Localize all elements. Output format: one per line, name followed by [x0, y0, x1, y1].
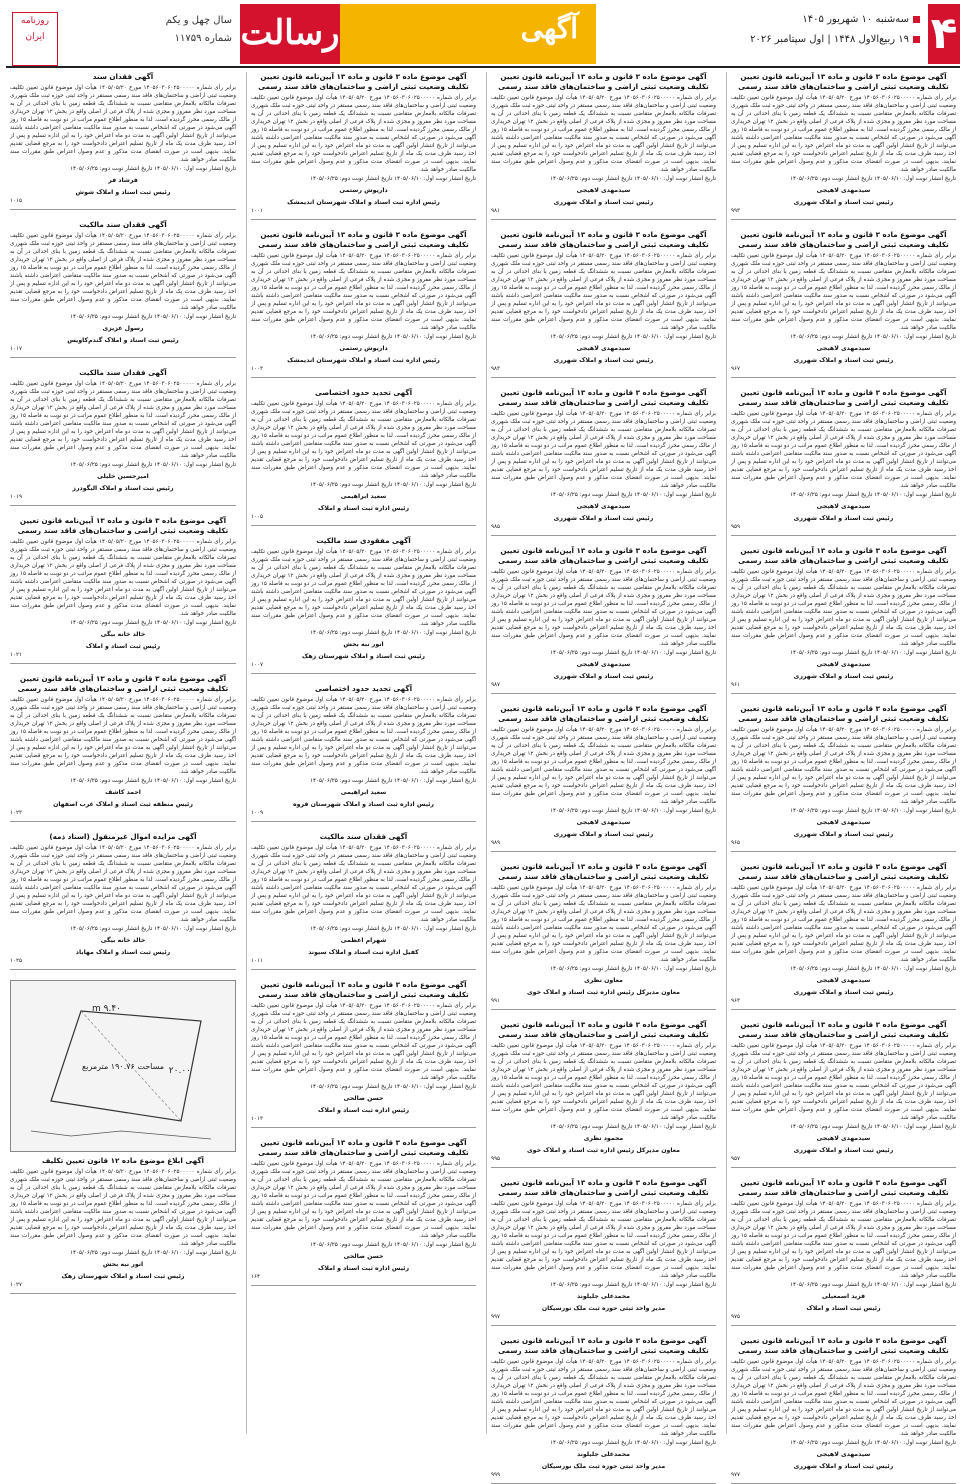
- notice-signer: انور نبه بحش: [102, 1261, 144, 1268]
- notice-divider: [251, 969, 476, 970]
- notice-code: ۱۶۴: [251, 1274, 261, 1280]
- masthead-left: [6, 4, 328, 64]
- notice-signer: حسن صالحی: [343, 1095, 384, 1102]
- notice-office: رئیس ثبت اسناد و املاک شهرری: [793, 1147, 894, 1154]
- notice-publication-dates: تاریخ انتشار نوبت اول: ۱۴۰۵/۰۶/۱۰ تاریخ انتشار نوبت دوم: ۱۴۰۵/۰۶/۲۵: [309, 482, 476, 488]
- notice-publication-dates: تاریخ انتشار نوبت اول: ۱۴۰۵/۰۶/۱۰ تاریخ انتشار نوبت دوم: ۱۴۰۵/۰۶/۲۵: [69, 314, 236, 320]
- notice-title: آگهی فقدان سند مالکیت: [319, 832, 408, 841]
- notice-title: آگهی موضوع ماده ۳ قانون و ماده ۱۳ آیین‌نامه قانون تعیین تکلیف وضعیت ثبتی اراضی و ساختمان‌های فاقد سند رسمی: [17, 516, 229, 535]
- notice-block: [10, 832, 236, 970]
- notice-body: برابر رأی شماره ۱۴۰۵۶۰۳۰۶۰۲۵۰۰۰۰۰ مورخ ۱۴۰۵/۰۵/۲۰ هیأت اول موضوع قانون تعیین تکلیف وضعیت ثبتی اراضی و ساختمان‌های فاقد سند رسمی مستقر در واحد ثبتی حوزه ثبت ملک شهرری تصرفات مالکانه بلامعارض متقاضی نسبت به ششدانگ یک قطعه زمین با بنای احداثی در آن به مساحت مورد نظر مفروز و مجزی شده از پلاک فرعی از اصلی واقع در بخش ۱۲ تهران خریداری از مالک رسمی محرز گردیده است. لذا به منظور اطلاع عموم مراتب در دو نوبت به فاصله ۱۵ روز آگهی می‌شود در صورتی که اشخاص نسبت به صدور سند مالکیت متقاضی اعتراضی داشته باشند می‌توانند از تاریخ انتشار اولین آگهی به مدت دو ماه اعتراض خود را به این اداره تسلیم و پس از اخذ رسید ظرف مدت یک ماه از تاریخ تسلیم اعتراض دادخواست خود را به مرجع قضایی تقدیم نمایند. بدیهی است در صورت انقضای مدت مذکور و عدم وصول اعتراض طبق مقررات سند مالکیت صادر خواهد شد.: [10, 539, 236, 617]
- notice-signer: سیدمهدی لاهیجی: [576, 819, 631, 826]
- notice-title: آگهی موضوع ماده ۳ قانون و ماده ۱۳ آیین‌نامه قانون تعیین تکلیف وضعیت ثبتی اراضی و ساختمان‌های فاقد سند رسمی: [498, 1178, 709, 1197]
- notice-block: [10, 1156, 236, 1294]
- notice-block: [731, 546, 956, 694]
- notice-code: ۱۰۲۳: [10, 810, 23, 816]
- notice-divider: [251, 673, 476, 674]
- notice-publication-dates: تاریخ انتشار نوبت اول: ۱۴۰۵/۰۶/۱۰ تاریخ انتشار نوبت دوم: ۱۴۰۵/۰۶/۲۵: [789, 650, 956, 656]
- survey-label-side: ۲۰.۰۰: [168, 1066, 191, 1076]
- notice-code: ۹۹۳: [731, 208, 741, 214]
- section-title: آگهی: [520, 12, 578, 45]
- notice-divider: [731, 1167, 956, 1168]
- notice-office: معاون مدیرکل رئیس اداره ثبت اسناد و املاک خوی: [527, 1147, 680, 1154]
- date-line-hijri-gregorian: ۱۹ ربیع‌الاول ۱۴۴۸ | اول سپتامبر ۲۰۲۶: [600, 34, 920, 45]
- notice-block: [10, 220, 236, 358]
- notice-publication-dates: تاریخ انتشار نوبت اول: ۱۴۰۵/۰۶/۱۰ تاریخ انتشار نوبت دوم: ۱۴۰۵/۰۶/۲۵: [309, 1084, 476, 1090]
- notice-office: رئیس ثبت اسناد و املاک شهرری: [553, 515, 654, 522]
- date-line-persian: سه‌شنبه ۱۰ شهریور ۱۴۰۵: [600, 14, 920, 25]
- notice-signer: محمدعلی جلیلوند: [577, 1451, 630, 1458]
- notice-office: رئیس ثبت اسناد و املاک شهرری: [793, 989, 894, 996]
- notice-body: برابر رأی شماره ۱۴۰۵۶۰۳۰۶۰۲۵۰۰۰۰۰ مورخ ۱۴۰۵/۰۵/۲۰ هیأت اول موضوع قانون تعیین تکلیف وضعیت ثبتی اراضی و ساختمان‌های فاقد سند رسمی مستقر در واحد ثبتی حوزه ثبت ملک شهرری تصرفات مالکانه بلامعارض متقاضی نسبت به ششدانگ یک قطعه زمین با بنای احداثی در آن به مساحت مورد نظر مفروز و مجزی شده از پلاک فرعی از اصلی واقع در بخش ۱۲ تهران خریداری از مالک رسمی محرز گردیده است. لذا به منظور اطلاع عموم مراتب در دو نوبت به فاصله ۱۵ روز آگهی می‌شود در صورتی که اشخاص نسبت به صدور سند مالکیت متقاضی اعتراضی داشته باشند می‌توانند از تاریخ انتشار اولین آگهی به مدت دو ماه اعتراض خود را به این اداره تسلیم و پس از اخذ رسید ظرف مدت یک ماه از تاریخ تسلیم اعتراض دادخواست خود را به مرجع قضایی تقدیم نمایند. بدیهی است در صورت انقضای مدت مذکور و عدم وصول اعتراض طبق مقررات سند مالکیت صادر خواهد شد.: [731, 95, 956, 173]
- notice-divider: [251, 821, 476, 822]
- notice-body: برابر رأی شماره ۱۴۰۵۶۰۳۰۶۰۲۵۰۰۰۰۰ مورخ ۱۴۰۵/۰۵/۲۰ هیأت اول موضوع قانون تعیین تکلیف وضعیت ثبتی اراضی و ساختمان‌های فاقد سند رسمی مستقر در واحد ثبتی حوزه ثبت ملک شهرری تصرفات مالکانه بلامعارض متقاضی نسبت به ششدانگ یک قطعه زمین با بنای احداثی در آن به مساحت مورد نظر مفروز و مجزی شده از پلاک فرعی از اصلی واقع در بخش ۱۲ تهران خریداری از مالک رسمی محرز گردیده است. لذا به منظور اطلاع عموم مراتب در دو نوبت به فاصله ۱۵ روز آگهی می‌شود در صورتی که اشخاص نسبت به صدور سند مالکیت متقاضی اعتراضی داشته باشند می‌توانند از تاریخ انتشار اولین آگهی به مدت دو ماه اعتراض خود را به این اداره تسلیم و پس از اخذ رسید ظرف مدت یک ماه از تاریخ تسلیم اعتراض دادخواست خود را به مرجع قضایی تقدیم نمایند. بدیهی است در صورت انقضای مدت مذکور و عدم وصول اعتراض طبق مقررات سند مالکیت صادر خواهد شد.: [10, 233, 236, 311]
- notice-block: [491, 230, 716, 378]
- notice-title: آگهی موضوع ماده ۳ قانون و ماده ۱۳ آیین‌نامه قانون تعیین تکلیف وضعیت ثبتی اراضی و ساختمان‌های فاقد سند رسمی: [498, 862, 709, 881]
- notice-divider: [731, 377, 956, 378]
- notice-office: رئیس ثبت اسناد و املاک شهرری: [793, 673, 894, 680]
- notice-divider: [251, 525, 476, 526]
- notice-body: برابر رأی شماره ۱۴۰۵۶۰۳۰۶۰۲۵۰۰۰۰۰ مورخ ۱۴۰۵/۰۵/۲۰ هیأت اول موضوع قانون تعیین تکلیف وضعیت ثبتی اراضی و ساختمان‌های فاقد سند رسمی مستقر در واحد ثبتی حوزه ثبت ملک شهرری تصرفات مالکانه بلامعارض متقاضی نسبت به ششدانگ یک قطعه زمین با بنای احداثی در آن به مساحت مورد نظر مفروز و مجزی شده از پلاک فرعی از اصلی واقع در بخش ۱۲ تهران خریداری از مالک رسمی محرز گردیده است. لذا به منظور اطلاع عموم مراتب در دو نوبت به فاصله ۱۵ روز آگهی می‌شود در صورتی که اشخاص نسبت به صدور سند مالکیت متقاضی اعتراضی داشته باشند می‌توانند از تاریخ انتشار اولین آگهی به مدت دو ماه اعتراض خود را به این اداره تسلیم و پس از اخذ رسید ظرف مدت یک ماه از تاریخ تسلیم اعتراض دادخواست خود را به مرجع قضایی تقدیم نمایند. بدیهی است در صورت انقضای مدت مذکور و عدم وصول اعتراض طبق مقررات سند مالکیت صادر خواهد شد.: [491, 95, 716, 173]
- notice-divider: [731, 1009, 956, 1010]
- notice-signer: انور نبه بحش: [343, 641, 384, 648]
- notice-body: برابر رأی شماره ۱۴۰۵۶۰۳۰۶۰۲۵۰۰۰۰۰ مورخ ۱۴۰۵/۰۵/۲۰ هیأت اول موضوع قانون تعیین تکلیف وضعیت ثبتی اراضی و ساختمان‌های فاقد سند رسمی مستقر در واحد ثبتی حوزه ثبت ملک شهرری تصرفات مالکانه بلامعارض متقاضی نسبت به ششدانگ یک قطعه زمین با بنای احداثی در آن به مساحت مورد نظر مفروز و مجزی شده از پلاک فرعی از اصلی واقع در بخش ۱۲ تهران خریداری از مالک رسمی محرز گردیده است. لذا به منظور اطلاع عموم مراتب در دو نوبت به فاصله ۱۵ روز آگهی می‌شود در صورتی که اشخاص نسبت به صدور سند مالکیت متقاضی اعتراضی داشته باشند می‌توانند از تاریخ انتشار اولین آگهی به مدت دو ماه اعتراض خود را به این اداره تسلیم و پس از اخذ رسید ظرف مدت یک ماه از تاریخ تسلیم اعتراض دادخواست خود را به مرجع قضایی تقدیم نمایند. بدیهی است در صورت انقضای مدت مذکور و عدم وصول اعتراض طبق مقررات سند مالکیت صادر خواهد شد.: [491, 253, 716, 331]
- notice-title: آگهی موضوع ماده ۳ قانون و ماده ۱۳ آیین‌نامه قانون تعیین تکلیف وضعیت ثبتی اراضی و ساختمان‌های فاقد سند رسمی: [738, 1178, 949, 1197]
- notice-divider: [731, 1325, 956, 1326]
- notice-block: [251, 72, 476, 220]
- notice-columns: [6, 72, 960, 1478]
- notice-code: ۹۸۳: [491, 366, 501, 372]
- notice-divider: [491, 535, 716, 536]
- notice-body: برابر رأی شماره ۱۴۰۵۶۰۳۰۶۰۲۵۰۰۰۰۰ مورخ ۱۴۰۵/۰۵/۲۰ هیأت اول موضوع قانون تعیین تکلیف وضعیت ثبتی اراضی و ساختمان‌های فاقد سند رسمی مستقر در واحد ثبتی حوزه ثبت ملک شهرری تصرفات مالکانه بلامعارض متقاضی نسبت به ششدانگ یک قطعه زمین با بنای احداثی در آن به مساحت مورد نظر مفروز و مجزی شده از پلاک فرعی از اصلی واقع در بخش ۱۲ تهران خریداری از مالک رسمی محرز گردیده است. لذا به منظور اطلاع عموم مراتب در دو نوبت به فاصله ۱۵ روز آگهی می‌شود در صورتی که اشخاص نسبت به صدور سند مالکیت متقاضی اعتراضی داشته باشند می‌توانند از تاریخ انتشار اولین آگهی به مدت دو ماه اعتراض خود را به این اداره تسلیم و پس از اخذ رسید ظرف مدت یک ماه از تاریخ تسلیم اعتراض دادخواست خود را به مرجع قضایی تقدیم نمایند. بدیهی است در صورت انقضای مدت مذکور و عدم وصول اعتراض طبق مقررات سند مالکیت صادر خواهد شد.: [251, 401, 476, 479]
- notice-block: [491, 862, 716, 1010]
- notice-publication-dates: تاریخ انتشار نوبت اول: ۱۴۰۵/۰۶/۱۰ تاریخ انتشار نوبت دوم: ۱۴۰۵/۰۶/۲۵: [69, 166, 236, 172]
- notice-signer: داریوش رستمی: [339, 187, 388, 194]
- notice-title: آگهی تحدید حدود اختصاصی: [314, 388, 413, 397]
- notice-block: [251, 684, 476, 822]
- notice-divider: [251, 219, 476, 220]
- notice-signer: شهرام اعظمی: [340, 937, 387, 944]
- notice-signer: خالد خانه بیگی: [100, 631, 146, 638]
- notice-block: [10, 368, 236, 506]
- notice-office: رئیس ثبت اسناد و املاک مهاباد: [75, 949, 171, 956]
- notice-block: [251, 388, 476, 526]
- notice-office: معاون مدیرکل رئیس اداره ثبت اسناد و املاک خوی: [527, 989, 680, 996]
- notice-office: رئیس منطقه ثبت اسناد و املاک غرب اصفهان: [53, 801, 193, 808]
- notice-body: برابر رأی شماره ۱۴۰۵۶۰۳۰۶۰۲۵۰۰۰۰۰ مورخ ۱۴۰۵/۰۵/۲۰ هیأت اول موضوع قانون تعیین تکلیف وضعیت ثبتی اراضی و ساختمان‌های فاقد سند رسمی مستقر در واحد ثبتی حوزه ثبت ملک شهرری تصرفات مالکانه بلامعارض متقاضی نسبت به ششدانگ یک قطعه زمین با بنای احداثی در آن به مساحت مورد نظر مفروز و مجزی شده از پلاک فرعی از اصلی واقع در بخش ۱۲ تهران خریداری از مالک رسمی محرز گردیده است. لذا به منظور اطلاع عموم مراتب در دو نوبت به فاصله ۱۵ روز آگهی می‌شود در صورتی که اشخاص نسبت به صدور سند مالکیت متقاضی اعتراضی داشته باشند می‌توانند از تاریخ انتشار اولین آگهی به مدت دو ماه اعتراض خود را به این اداره تسلیم و پس از اخذ رسید ظرف مدت یک ماه از تاریخ تسلیم اعتراض دادخواست خود را به مرجع قضایی تقدیم نمایند. بدیهی است در صورت انقضای مدت مذکور و عدم وصول اعتراض طبق مقررات سند مالکیت صادر خواهد شد.: [10, 697, 236, 775]
- notice-signer: داریوش رستمی: [339, 345, 388, 352]
- notice-code: ۱۰۰۱: [251, 208, 264, 214]
- notice-office: رئیس اداره ثبت اسناد و املاک: [317, 1265, 410, 1272]
- notice-block: [491, 546, 716, 694]
- notice-signer: محمود نظری: [583, 1135, 624, 1142]
- notice-title: آگهی موضوع ماده ۳ قانون و ماده ۱۳ آیین‌نامه قانون تعیین تکلیف وضعیت ثبتی اراضی و ساختمان‌های فاقد سند رسمی: [258, 230, 469, 249]
- notice-office: رئیس ثبت اسناد و املاک شهرری: [553, 357, 654, 364]
- notice-signer: سیدمهدی لاهیجی: [816, 503, 871, 510]
- notice-code: ۹۵۹: [731, 524, 741, 530]
- notice-block: [731, 72, 956, 220]
- notice-divider: [491, 1325, 716, 1326]
- notice-title: آگهی موضوع ماده ۳ قانون و ماده ۱۳ آیین‌نامه قانون تعیین تکلیف وضعیت ثبتی اراضی و ساختمان‌های فاقد سند رسمی: [258, 980, 469, 999]
- notice-body: برابر رأی شماره ۱۴۰۵۶۰۳۰۶۰۲۵۰۰۰۰۰ مورخ ۱۴۰۵/۰۵/۲۰ هیأت اول موضوع قانون تعیین تکلیف وضعیت ثبتی اراضی و ساختمان‌های فاقد سند رسمی مستقر در واحد ثبتی حوزه ثبت ملک شهرری تصرفات مالکانه بلامعارض متقاضی نسبت به ششدانگ یک قطعه زمین با بنای احداثی در آن به مساحت مورد نظر مفروز و مجزی شده از پلاک فرعی از اصلی واقع در بخش ۱۲ تهران خریداری از مالک رسمی محرز گردیده است. لذا به منظور اطلاع عموم مراتب در دو نوبت به فاصله ۱۵ روز آگهی می‌شود در صورتی که اشخاص نسبت به صدور سند مالکیت متقاضی اعتراضی داشته باشند می‌توانند از تاریخ انتشار اولین آگهی به مدت دو ماه اعتراض خود را به این اداره تسلیم و پس از اخذ رسید ظرف مدت یک ماه از تاریخ تسلیم اعتراض دادخواست خود را به مرجع قضایی تقدیم نمایند. بدیهی است در صورت انقضای مدت مذکور و عدم وصول اعتراض طبق مقررات سند مالکیت صادر خواهد شد.: [251, 253, 476, 331]
- notice-code: ۱۰۱۷: [10, 346, 23, 352]
- notice-body: برابر رأی شماره ۱۴۰۵۶۰۳۰۶۰۲۵۰۰۰۰۰ مورخ ۱۴۰۵/۰۵/۲۰ هیأت اول موضوع قانون تعیین تکلیف وضعیت ثبتی اراضی و ساختمان‌های فاقد سند رسمی مستقر در واحد ثبتی حوزه ثبت ملک شهرری تصرفات مالکانه بلامعارض متقاضی نسبت به ششدانگ یک قطعه زمین با بنای احداثی در آن به مساحت مورد نظر مفروز و مجزی شده از پلاک فرعی از اصلی واقع در بخش ۱۲ تهران خریداری از مالک رسمی محرز گردیده است. لذا به منظور اطلاع عموم مراتب در دو نوبت به فاصله ۱۵ روز آگهی می‌شود در صورتی که اشخاص نسبت به صدور سند مالکیت متقاضی اعتراضی داشته باشند می‌توانند از تاریخ انتشار اولین آگهی به مدت دو ماه اعتراض خود را به این اداره تسلیم و پس از اخذ رسید ظرف مدت یک ماه از تاریخ تسلیم اعتراض دادخواست خود را به مرجع قضایی تقدیم نمایند. بدیهی است در صورت انقضای مدت مذکور و عدم وصول اعتراض طبق مقررات سند مالکیت صادر خواهد شد.: [731, 885, 956, 963]
- notice-body: برابر رأی شماره ۱۴۰۵۶۰۳۰۶۰۲۵۰۰۰۰۰ مورخ ۱۴۰۵/۰۵/۲۰ هیأت اول موضوع قانون تعیین تکلیف وضعیت ثبتی اراضی و ساختمان‌های فاقد سند رسمی مستقر در واحد ثبتی حوزه ثبت ملک شهرری تصرفات مالکانه بلامعارض متقاضی نسبت به ششدانگ یک قطعه زمین با بنای احداثی در آن به مساحت مورد نظر مفروز و مجزی شده از پلاک فرعی از اصلی واقع در بخش ۱۲ تهران خریداری از مالک رسمی محرز گردیده است. لذا به منظور اطلاع عموم مراتب در دو نوبت به فاصله ۱۵ روز آگهی می‌شود در صورتی که اشخاص نسبت به صدور سند مالکیت متقاضی اعتراضی داشته باشند می‌توانند از تاریخ انتشار اولین آگهی به مدت دو ماه اعتراض خود را به این اداره تسلیم و پس از اخذ رسید ظرف مدت یک ماه از تاریخ تسلیم اعتراض دادخواست خود را به مرجع قضایی تقدیم نمایند. بدیهی است در صورت انقضای مدت مذکور و عدم وصول اعتراض طبق مقررات سند مالکیت صادر خواهد شد.: [251, 697, 476, 775]
- notice-signer: سیدمهدی لاهیجی: [816, 187, 871, 194]
- notice-signer: سیدمهدی لاهیجی: [816, 1451, 871, 1458]
- notice-publication-dates: تاریخ انتشار نوبت اول: ۱۴۰۵/۰۶/۱۰ تاریخ انتشار نوبت دوم: ۱۴۰۵/۰۶/۲۵: [549, 492, 716, 498]
- notice-code: ۹۸۷: [491, 682, 501, 688]
- notice-divider: [251, 377, 476, 378]
- notice-body: برابر رأی شماره ۱۴۰۵۶۰۳۰۶۰۲۵۰۰۰۰۰ مورخ ۱۴۰۵/۰۵/۲۰ هیأت اول موضوع قانون تعیین تکلیف وضعیت ثبتی اراضی و ساختمان‌های فاقد سند رسمی مستقر در واحد ثبتی حوزه ثبت ملک شهرری تصرفات مالکانه بلامعارض متقاضی نسبت به ششدانگ یک قطعه زمین با بنای احداثی در آن به مساحت مورد نظر مفروز و مجزی شده از پلاک فرعی از اصلی واقع در بخش ۱۲ تهران خریداری از مالک رسمی محرز گردیده است. لذا به منظور اطلاع عموم مراتب در دو نوبت به فاصله ۱۵ روز آگهی می‌شود در صورتی که اشخاص نسبت به صدور سند مالکیت متقاضی اعتراضی داشته باشند می‌توانند از تاریخ انتشار اولین آگهی به مدت دو ماه اعتراض خود را به این اداره تسلیم و پس از اخذ رسید ظرف مدت یک ماه از تاریخ تسلیم اعتراض دادخواست خود را به مرجع قضایی تقدیم نمایند. بدیهی است در صورت انقضای مدت مذکور و عدم وصول اعتراض طبق مقررات سند مالکیت صادر خواهد شد.: [251, 845, 476, 923]
- notice-block: [731, 704, 956, 852]
- notice-publication-dates: تاریخ انتشار نوبت اول: ۱۴۰۵/۰۶/۱۰ تاریخ انتشار نوبت دوم: ۱۴۰۵/۰۶/۲۵: [789, 176, 956, 182]
- notice-title: آگهی موضوع ماده ۳ قانون و ماده ۱۳ آیین‌نامه قانون تعیین تکلیف وضعیت ثبتی اراضی و ساختمان‌های فاقد سند رسمی: [498, 546, 709, 565]
- notice-signer: امیرحسین خلیلی: [97, 473, 149, 480]
- notice-divider: [491, 693, 716, 694]
- notice-divider: [10, 209, 236, 210]
- notice-divider: [731, 693, 956, 694]
- notice-code: ۹۶۳: [731, 998, 741, 1004]
- notice-title: آگهی موضوع ماده ۳ قانون و ماده ۱۳ آیین‌نامه قانون تعیین تکلیف وضعیت ثبتی اراضی و ساختمان‌های فاقد سند رسمی: [738, 704, 949, 723]
- notice-block: [731, 1336, 956, 1484]
- notice-body: برابر رأی شماره ۱۴۰۵۶۰۳۰۶۰۲۵۰۰۰۰۰ مورخ ۱۴۰۵/۰۵/۲۰ هیأت اول موضوع قانون تعیین تکلیف وضعیت ثبتی اراضی و ساختمان‌های فاقد سند رسمی مستقر در واحد ثبتی حوزه ثبت ملک شهرری تصرفات مالکانه بلامعارض متقاضی نسبت به ششدانگ یک قطعه زمین با بنای احداثی در آن به مساحت مورد نظر مفروز و مجزی شده از پلاک فرعی از اصلی واقع در بخش ۱۲ تهران خریداری از مالک رسمی محرز گردیده است. لذا به منظور اطلاع عموم مراتب در دو نوبت به فاصله ۱۵ روز آگهی می‌شود در صورتی که اشخاص نسبت به صدور سند مالکیت متقاضی اعتراضی داشته باشند می‌توانند از تاریخ انتشار اولین آگهی به مدت دو ماه اعتراض خود را به این اداره تسلیم و پس از اخذ رسید ظرف مدت یک ماه از تاریخ تسلیم اعتراض دادخواست خود را به مرجع قضایی تقدیم نمایند. بدیهی است در صورت انقضای مدت مذکور و عدم وصول اعتراض طبق مقررات سند مالکیت صادر خواهد شد.: [491, 411, 716, 489]
- notice-title: آگهی موضوع ماده ۳ قانون و ماده ۱۳ آیین‌نامه قانون تعیین تکلیف وضعیت ثبتی اراضی و ساختمان‌های فاقد سند رسمی: [258, 72, 469, 91]
- notice-block: [251, 230, 476, 378]
- notice-office: رئیس ثبت اسناد و املاک الیگودرز: [72, 485, 174, 492]
- notice-code: ۱۰۰۷: [251, 662, 264, 668]
- notice-title: آگهی موضوع ماده ۳ قانون و ماده ۱۳ آیین‌نامه قانون تعیین تکلیف وضعیت ثبتی اراضی و ساختمان‌های فاقد سند رسمی: [17, 674, 229, 693]
- notice-office: رئیس ثبت اسناد و املاک شهرستان زهک: [302, 653, 425, 660]
- notice-office: رئیس ثبت اسناد و املاک شوش: [75, 189, 171, 196]
- notice-publication-dates: تاریخ انتشار نوبت اول: ۱۴۰۵/۰۶/۱۰ تاریخ انتشار نوبت دوم: ۱۴۰۵/۰۶/۲۵: [69, 778, 236, 784]
- notice-title: آگهی فقدان سند مالکیت: [79, 220, 167, 229]
- notice-code: ۱۰۲۱: [10, 652, 23, 658]
- notice-publication-dates: تاریخ انتشار نوبت اول: ۱۴۰۵/۰۶/۱۰ تاریخ انتشار نوبت دوم: ۱۴۰۵/۰۶/۲۵: [309, 926, 476, 932]
- notice-body: برابر رأی شماره ۱۴۰۵۶۰۳۰۶۰۲۵۰۰۰۰۰ مورخ ۱۴۰۵/۰۵/۲۰ هیأت اول موضوع قانون تعیین تکلیف وضعیت ثبتی اراضی و ساختمان‌های فاقد سند رسمی مستقر در واحد ثبتی حوزه ثبت ملک شهرری تصرفات مالکانه بلامعارض متقاضی نسبت به ششدانگ یک قطعه زمین با بنای احداثی در آن به مساحت مورد نظر مفروز و مجزی شده از پلاک فرعی از اصلی واقع در بخش ۱۲ تهران خریداری از مالک رسمی محرز گردیده است. لذا به منظور اطلاع عموم مراتب در دو نوبت به فاصله ۱۵ روز آگهی می‌شود در صورتی که اشخاص نسبت به صدور سند مالکیت متقاضی اعتراضی داشته باشند می‌توانند از تاریخ انتشار اولین آگهی به مدت دو ماه اعتراض خود را به این اداره تسلیم و پس از اخذ رسید ظرف مدت یک ماه از تاریخ تسلیم اعتراض دادخواست خود را به مرجع قضایی تقدیم نمایند. بدیهی است در صورت انقضای مدت مذکور و عدم وصول اعتراض طبق مقررات سند مالکیت صادر خواهد شد.: [731, 1043, 956, 1121]
- notice-title: آگهی موضوع ماده ۳ قانون و ماده ۱۳ آیین‌نامه قانون تعیین تکلیف وضعیت ثبتی اراضی و ساختمان‌های فاقد سند رسمی: [738, 862, 949, 881]
- notice-office: رئیس اداره ثبت اسناد و املاک: [317, 1107, 410, 1114]
- notice-divider: [251, 1127, 476, 1128]
- notice-divider: [491, 377, 716, 378]
- notice-signer: معاون نظری: [584, 977, 623, 984]
- notice-title: آگهی موضوع ماده ۳ قانون و ماده ۱۳ آیین‌نامه قانون تعیین تکلیف وضعیت ثبتی اراضی و ساختمان‌های فاقد سند رسمی: [738, 72, 949, 91]
- notice-title: آگهی مفقودی سند مالکیت: [316, 536, 411, 545]
- notice-block: [491, 1336, 716, 1484]
- notice-code: ۱۰۱۳: [251, 1116, 264, 1122]
- notice-divider: [491, 1009, 716, 1010]
- newspaper-stamp: روزنامه ایران: [12, 12, 58, 66]
- notice-publication-dates: تاریخ انتشار نوبت اول: ۱۴۰۵/۰۶/۱۰ تاریخ انتشار نوبت دوم: ۱۴۰۵/۰۶/۲۵: [69, 926, 236, 932]
- notice-title: آگهی تحدید حدود اختصاصی: [314, 684, 413, 693]
- survey-label-center: مساحت ۱۹۰.۷۶ مترمربع: [81, 1062, 165, 1071]
- notice-block: [731, 1020, 956, 1168]
- column-1: [726, 72, 960, 1478]
- notice-code: ۱۰۱۵: [10, 198, 23, 204]
- notice-body: برابر رأی شماره ۱۴۰۵۶۰۳۰۶۰۲۵۰۰۰۰۰ مورخ ۱۴۰۵/۰۵/۲۰ هیأت اول موضوع قانون تعیین تکلیف وضعیت ثبتی اراضی و ساختمان‌های فاقد سند رسمی مستقر در واحد ثبتی حوزه ثبت ملک شهرری تصرفات مالکانه بلامعارض متقاضی نسبت به ششدانگ یک قطعه زمین با بنای احداثی در آن به مساحت مورد نظر مفروز و مجزی شده از پلاک فرعی از اصلی واقع در بخش ۱۲ تهران خریداری از مالک رسمی محرز گردیده است. لذا به منظور اطلاع عموم مراتب در دو نوبت به فاصله ۱۵ روز آگهی می‌شود در صورتی که اشخاص نسبت به صدور سند مالکیت متقاضی اعتراضی داشته باشند می‌توانند از تاریخ انتشار اولین آگهی به مدت دو ماه اعتراض خود را به این اداره تسلیم و پس از اخذ رسید ظرف مدت یک ماه از تاریخ تسلیم اعتراض دادخواست خود را به مرجع قضایی تقدیم نمایند. بدیهی است در صورت انقضای مدت مذکور و عدم وصول اعتراض طبق مقررات سند مالکیت صادر خواهد شد.: [251, 95, 476, 173]
- notice-block: [251, 536, 476, 674]
- notice-signer: فرشاد فر: [108, 177, 138, 184]
- notice-divider: [10, 357, 236, 358]
- page-number: ۴: [928, 4, 960, 64]
- notice-publication-dates: تاریخ انتشار نوبت اول: ۱۴۰۵/۰۶/۱۰ تاریخ انتشار نوبت دوم: ۱۴۰۵/۰۶/۲۵: [69, 462, 236, 468]
- notice-office: رئیس ثبت اسناد و املاک شهرری: [793, 199, 894, 206]
- notice-divider: [251, 1285, 476, 1286]
- notice-code: ۹۷۵: [731, 1314, 741, 1320]
- notice-office: رئیس ثبت اسناد و املاک شهرستان زهک: [61, 1273, 185, 1280]
- notice-publication-dates: تاریخ انتشار نوبت اول: ۱۴۰۵/۰۶/۱۰ تاریخ انتشار نوبت دوم: ۱۴۰۵/۰۶/۲۵: [549, 176, 716, 182]
- notice-office: رئیس ثبت اسناد و املاک شهرری: [793, 831, 894, 838]
- notice-publication-dates: تاریخ انتشار نوبت اول: ۱۴۰۵/۰۶/۱۰ تاریخ انتشار نوبت دوم: ۱۴۰۵/۰۶/۲۵: [309, 630, 476, 636]
- notice-title: آگهی موضوع ماده ۳ قانون و ماده ۱۳ آیین‌نامه قانون تعیین تکلیف وضعیت ثبتی اراضی و ساختمان‌های فاقد سند رسمی: [498, 1020, 709, 1039]
- notice-signer: سیدمهدی لاهیجی: [576, 503, 631, 510]
- notice-block: [731, 230, 956, 378]
- notice-title: آگهی موضوع ماده ۳ قانون و ماده ۱۳ آیین‌نامه قانون تعیین تکلیف وضعیت ثبتی اراضی و ساختمان‌های فاقد سند رسمی: [738, 1336, 949, 1355]
- notice-code: ۹۹۹: [491, 1472, 501, 1478]
- notice-publication-dates: تاریخ انتشار نوبت اول: ۱۴۰۵/۰۶/۱۰ تاریخ انتشار نوبت دوم: ۱۴۰۵/۰۶/۲۵: [789, 966, 956, 972]
- notice-code: ۱۰۱۹: [10, 494, 23, 500]
- notice-title: آگهی موضوع ماده ۳ قانون و ماده ۱۳ آیین‌نامه قانون تعیین تکلیف وضعیت ثبتی اراضی و ساختمان‌های فاقد سند رسمی: [738, 1020, 949, 1039]
- notice-body: برابر رأی شماره ۱۴۰۵۶۰۳۰۶۰۲۵۰۰۰۰۰ مورخ ۱۴۰۵/۰۵/۲۰ هیأت اول موضوع قانون تعیین تکلیف وضعیت ثبتی اراضی و ساختمان‌های فاقد سند رسمی مستقر در واحد ثبتی حوزه ثبت ملک شهرری تصرفات مالکانه بلامعارض متقاضی نسبت به ششدانگ یک قطعه زمین با بنای احداثی در آن به مساحت مورد نظر مفروز و مجزی شده از پلاک فرعی از اصلی واقع در بخش ۱۲ تهران خریداری از مالک رسمی محرز گردیده است. لذا به منظور اطلاع عموم مراتب در دو نوبت به فاصله ۱۵ روز آگهی می‌شود در صورتی که اشخاص نسبت به صدور سند مالکیت متقاضی اعتراضی داشته باشند می‌توانند از تاریخ انتشار اولین آگهی به مدت دو ماه اعتراض خود را به این اداره تسلیم و پس از اخذ رسید ظرف مدت یک ماه از تاریخ تسلیم اعتراض دادخواست خود را به مرجع قضایی تقدیم نمایند. بدیهی است در صورت انقضای مدت مذکور و عدم وصول اعتراض طبق مقررات سند مالکیت صادر خواهد شد.: [491, 569, 716, 647]
- notice-body: برابر رأی شماره ۱۴۰۵۶۰۳۰۶۰۲۵۰۰۰۰۰ مورخ ۱۴۰۵/۰۵/۲۰ هیأت اول موضوع قانون تعیین تکلیف وضعیت ثبتی اراضی و ساختمان‌های فاقد سند رسمی مستقر در واحد ثبتی حوزه ثبت ملک شهرری تصرفات مالکانه بلامعارض متقاضی نسبت به ششدانگ یک قطعه زمین با بنای احداثی در آن به مساحت مورد نظر مفروز و مجزی شده از پلاک فرعی از اصلی واقع در بخش ۱۲ تهران خریداری از مالک رسمی محرز گردیده است. لذا به منظور اطلاع عموم مراتب در دو نوبت به فاصله ۱۵ روز آگهی می‌شود در صورتی که اشخاص نسبت به صدور سند مالکیت متقاضی اعتراضی داشته باشند می‌توانند از تاریخ انتشار اولین آگهی به مدت دو ماه اعتراض خود را به این اداره تسلیم و پس از اخذ رسید ظرف مدت یک ماه از تاریخ تسلیم اعتراض دادخواست خود را به مرجع قضایی تقدیم نمایند. بدیهی است در صورت انقضای مدت مذکور و عدم وصول اعتراض طبق مقررات سند مالکیت صادر خواهد شد.: [491, 1201, 716, 1279]
- masthead-right: [598, 4, 960, 64]
- notice-block: [251, 832, 476, 970]
- notice-body: برابر رأی شماره ۱۴۰۵۶۰۳۰۶۰۲۵۰۰۰۰۰ مورخ ۱۴۰۵/۰۵/۲۰ هیأت اول موضوع قانون تعیین تکلیف وضعیت ثبتی اراضی و ساختمان‌های فاقد سند رسمی مستقر در واحد ثبتی حوزه ثبت ملک شهرری تصرفات مالکانه بلامعارض متقاضی نسبت به ششدانگ یک قطعه زمین با بنای احداثی در آن به مساحت مورد نظر مفروز و مجزی شده از پلاک فرعی از اصلی واقع در بخش ۱۲ تهران خریداری از مالک رسمی محرز گردیده است. لذا به منظور اطلاع عموم مراتب در دو نوبت به فاصله ۱۵ روز آگهی می‌شود در صورتی که اشخاص نسبت به صدور سند مالکیت متقاضی اعتراضی داشته باشند می‌توانند از تاریخ انتشار اولین آگهی به مدت دو ماه اعتراض خود را به این اداره تسلیم و پس از اخذ رسید ظرف مدت یک ماه از تاریخ تسلیم اعتراض دادخواست خود را به مرجع قضایی تقدیم نمایند. بدیهی است در صورت انقضای مدت مذکور و عدم وصول اعتراض طبق مقررات سند مالکیت صادر خواهد شد.: [731, 253, 956, 331]
- notice-code: ۹۷۷: [731, 1472, 741, 1478]
- notice-signer: سیدمهدی لاهیجی: [816, 1135, 871, 1142]
- notice-block: [491, 72, 716, 220]
- survey-label-top: ۹.۴۰ m: [91, 1004, 121, 1014]
- publication-year: سال چهل و یکم: [165, 15, 232, 26]
- notice-office: رئیس ثبت اسناد و املاک: [806, 1305, 881, 1312]
- notice-signer: فرید اسمعیلی: [821, 1293, 866, 1300]
- notice-publication-dates: تاریخ انتشار نوبت اول: ۱۴۰۵/۰۶/۱۰ تاریخ انتشار نوبت دوم: ۱۴۰۵/۰۶/۲۵: [309, 1242, 476, 1248]
- masthead: [0, 0, 966, 68]
- notice-code: ۱۰۱۱: [251, 958, 264, 964]
- notice-block: [10, 72, 236, 210]
- notice-title: آگهی فقدان سند: [92, 72, 154, 81]
- notice-body: برابر رأی شماره ۱۴۰۵۶۰۳۰۶۰۲۵۰۰۰۰۰ مورخ ۱۴۰۵/۰۵/۲۰ هیأت اول موضوع قانون تعیین تکلیف وضعیت ثبتی اراضی و ساختمان‌های فاقد سند رسمی مستقر در واحد ثبتی حوزه ثبت ملک شهرری تصرفات مالکانه بلامعارض متقاضی نسبت به ششدانگ یک قطعه زمین با بنای احداثی در آن به مساحت مورد نظر مفروز و مجزی شده از پلاک فرعی از اصلی واقع در بخش ۱۲ تهران خریداری از مالک رسمی محرز گردیده است. لذا به منظور اطلاع عموم مراتب در دو نوبت به فاصله ۱۵ روز آگهی می‌شود در صورتی که اشخاص نسبت به صدور سند مالکیت متقاضی اعتراضی داشته باشند می‌توانند از تاریخ انتشار اولین آگهی به مدت دو ماه اعتراض خود را به این اداره تسلیم و پس از اخذ رسید ظرف مدت یک ماه از تاریخ تسلیم اعتراض دادخواست خود را به مرجع قضایی تقدیم نمایند. بدیهی است در صورت انقضای مدت مذکور و عدم وصول اعتراض طبق مقررات سند مالکیت صادر خواهد شد.: [251, 549, 476, 627]
- notice-publication-dates: تاریخ انتشار نوبت اول: ۱۴۰۵/۰۶/۱۰ تاریخ انتشار نوبت دوم: ۱۴۰۵/۰۶/۲۵: [309, 176, 476, 182]
- notice-office: رئیس ثبت اسناد و املاک شهرری: [553, 673, 654, 680]
- notice-publication-dates: تاریخ انتشار نوبت اول: ۱۴۰۵/۰۶/۱۰ تاریخ انتشار نوبت دوم: ۱۴۰۵/۰۶/۲۵: [549, 1282, 716, 1288]
- notice-signer: سیدمهدی لاهیجی: [576, 345, 631, 352]
- notice-title: آگهی موضوع ماده ۳ قانون و ماده ۱۳ آیین‌نامه قانون تعیین تکلیف وضعیت ثبتی اراضی و ساختمان‌های فاقد سند رسمی: [258, 1138, 469, 1157]
- notice-publication-dates: تاریخ انتشار نوبت اول: ۱۴۰۵/۰۶/۱۰ تاریخ انتشار نوبت دوم: ۱۴۰۵/۰۶/۲۵: [69, 1250, 236, 1256]
- column-4: [6, 72, 240, 1434]
- notice-office: رئیس ثبت اسناد و املاک شهرری: [553, 831, 654, 838]
- notice-publication-dates: تاریخ انتشار نوبت اول: ۱۴۰۵/۰۶/۱۰ تاریخ انتشار نوبت دوم: ۱۴۰۵/۰۶/۲۵: [69, 620, 236, 626]
- notice-office: کفیل اداره ثبت اسناد و املاک سیوند: [308, 949, 419, 956]
- notice-publication-dates: تاریخ انتشار نوبت اول: ۱۴۰۵/۰۶/۱۰ تاریخ انتشار نوبت دوم: ۱۴۰۵/۰۶/۲۵: [549, 966, 716, 972]
- notice-office: رئیس ثبت اسناد و املاک شهرری: [793, 1463, 894, 1470]
- publication-info: [62, 12, 232, 48]
- notice-block: [731, 862, 956, 1010]
- notice-body: برابر رأی شماره ۱۴۰۵۶۰۳۰۶۰۲۵۰۰۰۰۰ مورخ ۱۴۰۵/۰۵/۲۰ هیأت اول موضوع قانون تعیین تکلیف وضعیت ثبتی اراضی و ساختمان‌های فاقد سند رسمی مستقر در واحد ثبتی حوزه ثبت ملک شهرری تصرفات مالکانه بلامعارض متقاضی نسبت به ششدانگ یک قطعه زمین با بنای احداثی در آن به مساحت مورد نظر مفروز و مجزی شده از پلاک فرعی از اصلی واقع در بخش ۱۲ تهران خریداری از مالک رسمی محرز گردیده است. لذا به منظور اطلاع عموم مراتب در دو نوبت به فاصله ۱۵ روز آگهی می‌شود در صورتی که اشخاص نسبت به صدور سند مالکیت متقاضی اعتراضی داشته باشند می‌توانند از تاریخ انتشار اولین آگهی به مدت دو ماه اعتراض خود را به این اداره تسلیم و پس از اخذ رسید ظرف مدت یک ماه از تاریخ تسلیم اعتراض دادخواست خود را به مرجع قضایی تقدیم نمایند. بدیهی است در صورت انقضای مدت مذکور و عدم وصول اعتراض طبق مقررات سند مالکیت صادر خواهد شد.: [491, 885, 716, 963]
- notice-body: برابر رأی شماره ۱۴۰۵۶۰۳۰۶۰۲۵۰۰۰۰۰ مورخ ۱۴۰۵/۰۵/۲۰ هیأت اول موضوع قانون تعیین تکلیف وضعیت ثبتی اراضی و ساختمان‌های فاقد سند رسمی مستقر در واحد ثبتی حوزه ثبت ملک شهرری تصرفات مالکانه بلامعارض متقاضی نسبت به ششدانگ یک قطعه زمین با بنای احداثی در آن به مساحت مورد نظر مفروز و مجزی شده از پلاک فرعی از اصلی واقع در بخش ۱۲ تهران خریداری از مالک رسمی محرز گردیده است. لذا به منظور اطلاع عموم مراتب در دو نوبت به فاصله ۱۵ روز آگهی می‌شود در صورتی که اشخاص نسبت به صدور سند مالکیت متقاضی اعتراضی داشته باشند می‌توانند از تاریخ انتشار اولین آگهی به مدت دو ماه اعتراض خود را به این اداره تسلیم و پس از اخذ رسید ظرف مدت یک ماه از تاریخ تسلیم اعتراض دادخواست خود را به مرجع قضایی تقدیم نمایند. بدیهی است در صورت انقضای مدت مذکور و عدم وصول اعتراض طبق مقررات سند مالکیت صادر خواهد شد.: [731, 727, 956, 805]
- notice-divider: [10, 663, 236, 664]
- notice-code: ۱۰۰۹: [251, 810, 264, 816]
- notice-title: آگهی موضوع ماده ۳ قانون و ماده ۱۳ آیین‌نامه قانون تعیین تکلیف وضعیت ثبتی اراضی و ساختمان‌های فاقد سند رسمی: [498, 388, 709, 407]
- notice-block: [491, 1020, 716, 1168]
- notice-signer: سیدمهدی لاهیجی: [816, 345, 871, 352]
- notice-body: برابر رأی شماره ۱۴۰۵۶۰۳۰۶۰۲۵۰۰۰۰۰ مورخ ۱۴۰۵/۰۵/۲۰ هیأت اول موضوع قانون تعیین تکلیف وضعیت ثبتی اراضی و ساختمان‌های فاقد سند رسمی مستقر در واحد ثبتی حوزه ثبت ملک شهرری تصرفات مالکانه بلامعارض متقاضی نسبت به ششدانگ یک قطعه زمین با بنای احداثی در آن به مساحت مورد نظر مفروز و مجزی شده از پلاک فرعی از اصلی واقع در بخش ۱۲ تهران خریداری از مالک رسمی محرز گردیده است. لذا به منظور اطلاع عموم مراتب در دو نوبت به فاصله ۱۵ روز آگهی می‌شود در صورتی که اشخاص نسبت به صدور سند مالکیت متقاضی اعتراضی داشته باشند می‌توانند از تاریخ انتشار اولین آگهی به مدت دو ماه اعتراض خود را به این اداره تسلیم و پس از اخذ رسید ظرف مدت یک ماه از تاریخ تسلیم اعتراض دادخواست خود را به مرجع قضایی تقدیم نمایند. بدیهی است در صورت انقضای مدت مذکور و عدم وصول اعتراض طبق مقررات سند مالکیت صادر خواهد شد.: [10, 85, 236, 163]
- notice-body: برابر رأی شماره ۱۴۰۵۶۰۳۰۶۰۲۵۰۰۰۰۰ مورخ ۱۴۰۵/۰۵/۲۰ هیأت اول موضوع قانون تعیین تکلیف وضعیت ثبتی اراضی و ساختمان‌های فاقد سند رسمی مستقر در واحد ثبتی حوزه ثبت ملک شهرری تصرفات مالکانه بلامعارض متقاضی نسبت به ششدانگ یک قطعه زمین با بنای احداثی در آن به مساحت مورد نظر مفروز و مجزی شده از پلاک فرعی از اصلی واقع در بخش ۱۲ تهران خریداری از مالک رسمی محرز گردیده است. لذا به منظور اطلاع عموم مراتب در دو نوبت به فاصله ۱۵ روز آگهی می‌شود در صورتی که اشخاص نسبت به صدور سند مالکیت متقاضی اعتراضی داشته باشند می‌توانند از تاریخ انتشار اولین آگهی به مدت دو ماه اعتراض خود را به این اداره تسلیم و پس از اخذ رسید ظرف مدت یک ماه از تاریخ تسلیم اعتراض دادخواست خود را به مرجع قضایی تقدیم نمایند. بدیهی است در صورت انقضای مدت مذکور و عدم وصول اعتراض طبق مقررات سند مالکیت صادر خواهد شد.: [251, 1003, 476, 1081]
- notice-publication-dates: تاریخ انتشار نوبت اول: ۱۴۰۵/۰۶/۱۰ تاریخ انتشار نوبت دوم: ۱۴۰۵/۰۶/۲۵: [549, 334, 716, 340]
- column-3: [246, 72, 480, 1434]
- masthead-divider: [6, 66, 960, 68]
- notice-publication-dates: تاریخ انتشار نوبت اول: ۱۴۰۵/۰۶/۱۰ تاریخ انتشار نوبت دوم: ۱۴۰۵/۰۶/۲۵: [549, 808, 716, 814]
- notice-block: [491, 1178, 716, 1326]
- publication-number: شماره ۱۱۷۵۹: [174, 33, 232, 44]
- notice-divider: [10, 1293, 236, 1294]
- notice-office: رئیس اداره ثبت اسناد و املاک شهرستان اندیمشک: [287, 357, 440, 364]
- notice-body: برابر رأی شماره ۱۴۰۵۶۰۳۰۶۰۲۵۰۰۰۰۰ مورخ ۱۴۰۵/۰۵/۲۰ هیأت اول موضوع قانون تعیین تکلیف وضعیت ثبتی اراضی و ساختمان‌های فاقد سند رسمی مستقر در واحد ثبتی حوزه ثبت ملک شهرری تصرفات مالکانه بلامعارض متقاضی نسبت به ششدانگ یک قطعه زمین با بنای احداثی در آن به مساحت مورد نظر مفروز و مجزی شده از پلاک فرعی از اصلی واقع در بخش ۱۲ تهران خریداری از مالک رسمی محرز گردیده است. لذا به منظور اطلاع عموم مراتب در دو نوبت به فاصله ۱۵ روز آگهی می‌شود در صورتی که اشخاص نسبت به صدور سند مالکیت متقاضی اعتراضی داشته باشند می‌توانند از تاریخ انتشار اولین آگهی به مدت دو ماه اعتراض خود را به این اداره تسلیم و پس از اخذ رسید ظرف مدت یک ماه از تاریخ تسلیم اعتراض دادخواست خود را به مرجع قضایی تقدیم نمایند. بدیهی است در صورت انقضای مدت مذکور و عدم وصول اعتراض طبق مقررات سند مالکیت صادر خواهد شد.: [731, 411, 956, 489]
- notice-title: آگهی موضوع ماده ۳ قانون و ماده ۱۳ آیین‌نامه قانون تعیین تکلیف وضعیت ثبتی اراضی و ساختمان‌های فاقد سند رسمی: [498, 230, 709, 249]
- notice-signer: سیدمهدی لاهیجی: [576, 661, 631, 668]
- notice-code: ۹۶۱: [731, 682, 741, 688]
- notice-body: برابر رأی شماره ۱۴۰۵۶۰۳۰۶۰۲۵۰۰۰۰۰ مورخ ۱۴۰۵/۰۵/۲۰ هیأت اول موضوع قانون تعیین تکلیف وضعیت ثبتی اراضی و ساختمان‌های فاقد سند رسمی مستقر در واحد ثبتی حوزه ثبت ملک شهرری تصرفات مالکانه بلامعارض متقاضی نسبت به ششدانگ یک قطعه زمین با بنای احداثی در آن به مساحت مورد نظر مفروز و مجزی شده از پلاک فرعی از اصلی واقع در بخش ۱۲ تهران خریداری از مالک رسمی محرز گردیده است. لذا به منظور اطلاع عموم مراتب در دو نوبت به فاصله ۱۵ روز آگهی می‌شود در صورتی که اشخاص نسبت به صدور سند مالکیت متقاضی اعتراضی داشته باشند می‌توانند از تاریخ انتشار اولین آگهی به مدت دو ماه اعتراض خود را به این اداره تسلیم و پس از اخذ رسید ظرف مدت یک ماه از تاریخ تسلیم اعتراض دادخواست خود را به مرجع قضایی تقدیم نمایند. بدیهی است در صورت انقضای مدت مذکور و عدم وصول اعتراض طبق مقررات سند مالکیت صادر خواهد شد.: [491, 1043, 716, 1121]
- notice-signer: سیدمهدی لاهیجی: [816, 819, 871, 826]
- notice-signer: سیدمهدی لاهیجی: [816, 661, 871, 668]
- notice-office: رئیس ثبت اسناد و املاک شهرری: [793, 515, 894, 522]
- column-2: [486, 72, 720, 1478]
- notice-publication-dates: تاریخ انتشار نوبت اول: ۱۴۰۵/۰۶/۱۰ تاریخ انتشار نوبت دوم: ۱۴۰۵/۰۶/۲۵: [789, 1440, 956, 1446]
- survey-map-image: [10, 980, 236, 1152]
- notice-office: مدیر واحد ثبتی حوزه ثبت ملک نورسیکان: [541, 1463, 666, 1470]
- notice-code: ۹۹۱: [491, 998, 501, 1004]
- notice-body: برابر رأی شماره ۱۴۰۵۶۰۳۰۶۰۲۵۰۰۰۰۰ مورخ ۱۴۰۵/۰۵/۲۰ هیأت اول موضوع قانون تعیین تکلیف وضعیت ثبتی اراضی و ساختمان‌های فاقد سند رسمی مستقر در واحد ثبتی حوزه ثبت ملک شهرری تصرفات مالکانه بلامعارض متقاضی نسبت به ششدانگ یک قطعه زمین با بنای احداثی در آن به مساحت مورد نظر مفروز و مجزی شده از پلاک فرعی از اصلی واقع در بخش ۱۲ تهران خریداری از مالک رسمی محرز گردیده است. لذا به منظور اطلاع عموم مراتب در دو نوبت به فاصله ۱۵ روز آگهی می‌شود در صورتی که اشخاص نسبت به صدور سند مالکیت متقاضی اعتراضی داشته باشند می‌توانند از تاریخ انتشار اولین آگهی به مدت دو ماه اعتراض خود را به این اداره تسلیم و پس از اخذ رسید ظرف مدت یک ماه از تاریخ تسلیم اعتراض دادخواست خود را به مرجع قضایی تقدیم نمایند. بدیهی است در صورت انقضای مدت مذکور و عدم وصول اعتراض طبق مقررات سند مالکیت صادر خواهد شد.: [731, 1359, 956, 1437]
- notice-publication-dates: تاریخ انتشار نوبت اول: ۱۴۰۵/۰۶/۱۰ تاریخ انتشار نوبت دوم: ۱۴۰۵/۰۶/۲۵: [789, 334, 956, 340]
- notice-signer: رسول عزیزی: [102, 325, 144, 332]
- notice-block: [491, 388, 716, 536]
- notice-code: ۱۰۰۵: [251, 514, 264, 520]
- notice-publication-dates: تاریخ انتشار نوبت اول: ۱۴۰۵/۰۶/۱۰ تاریخ انتشار نوبت دوم: ۱۴۰۵/۰۶/۲۵: [549, 1124, 716, 1130]
- notice-title: آگهی موضوع ماده ۳ قانون و ماده ۱۳ آیین‌نامه قانون تعیین تکلیف وضعیت ثبتی اراضی و ساختمان‌های فاقد سند رسمی: [498, 1336, 709, 1355]
- notice-title: آگهی موضوع ماده ۳ قانون و ماده ۱۳ آیین‌نامه قانون تعیین تکلیف وضعیت ثبتی اراضی و ساختمان‌های فاقد سند رسمی: [738, 546, 949, 565]
- notice-divider: [491, 851, 716, 852]
- notice-block: [10, 674, 236, 822]
- notice-publication-dates: تاریخ انتشار نوبت اول: ۱۴۰۵/۰۶/۱۰ تاریخ انتشار نوبت دوم: ۱۴۰۵/۰۶/۲۵: [549, 650, 716, 656]
- notice-title: آگهی موضوع ماده ۳ قانون و ماده ۱۳ آیین‌نامه قانون تعیین تکلیف وضعیت ثبتی اراضی و ساختمان‌های فاقد سند رسمی: [738, 230, 949, 249]
- notice-signer: سعید ابراهیمی: [340, 493, 387, 500]
- notice-divider: [10, 505, 236, 506]
- notice-signer: سیدمهدی لاهیجی: [816, 977, 871, 984]
- notice-title: آگهی مزایده اموال غیرمنقول (اسناد ذمه): [49, 832, 197, 841]
- notice-code: ۹۸۹: [491, 840, 501, 846]
- notice-body: برابر رأی شماره ۱۴۰۵۶۰۳۰۶۰۲۵۰۰۰۰۰ مورخ ۱۴۰۵/۰۵/۲۰ هیأت اول موضوع قانون تعیین تکلیف وضعیت ثبتی اراضی و ساختمان‌های فاقد سند رسمی مستقر در واحد ثبتی حوزه ثبت ملک شهرری تصرفات مالکانه بلامعارض متقاضی نسبت به ششدانگ یک قطعه زمین با بنای احداثی در آن به مساحت مورد نظر مفروز و مجزی شده از پلاک فرعی از اصلی واقع در بخش ۱۲ تهران خریداری از مالک رسمی محرز گردیده است. لذا به منظور اطلاع عموم مراتب در دو نوبت به فاصله ۱۵ روز آگهی می‌شود در صورتی که اشخاص نسبت به صدور سند مالکیت متقاضی اعتراضی داشته باشند می‌توانند از تاریخ انتشار اولین آگهی به مدت دو ماه اعتراض خود را به این اداره تسلیم و پس از اخذ رسید ظرف مدت یک ماه از تاریخ تسلیم اعتراض دادخواست خود را به مرجع قضایی تقدیم نمایند. بدیهی است در صورت انقضای مدت مذکور و عدم وصول اعتراض طبق مقررات سند مالکیت صادر خواهد شد.: [10, 1169, 236, 1247]
- notice-divider: [491, 219, 716, 220]
- notice-office: رئیس ثبت اسناد و املاک شهرری: [553, 199, 654, 206]
- notice-title: آگهی ابلاغ موضوع ماده ۱۲ قانون تعیین تکلیف: [41, 1156, 205, 1165]
- notice-office: رئیس ثبت اسناد و املاک گندم‌کاویس: [67, 337, 179, 344]
- notice-code: ۹۶۷: [731, 366, 741, 372]
- notice-signer: محمدعلی جلیلوند: [577, 1293, 630, 1300]
- notice-title: آگهی موضوع ماده ۳ قانون و ماده ۱۳ آیین‌نامه قانون تعیین تکلیف وضعیت ثبتی اراضی و ساختمان‌های فاقد سند رسمی: [498, 72, 709, 91]
- notice-body: برابر رأی شماره ۱۴۰۵۶۰۳۰۶۰۲۵۰۰۰۰۰ مورخ ۱۴۰۵/۰۵/۲۰ هیأت اول موضوع قانون تعیین تکلیف وضعیت ثبتی اراضی و ساختمان‌های فاقد سند رسمی مستقر در واحد ثبتی حوزه ثبت ملک شهرری تصرفات مالکانه بلامعارض متقاضی نسبت به ششدانگ یک قطعه زمین با بنای احداثی در آن به مساحت مورد نظر مفروز و مجزی شده از پلاک فرعی از اصلی واقع در بخش ۱۲ تهران خریداری از مالک رسمی محرز گردیده است. لذا به منظور اطلاع عموم مراتب در دو نوبت به فاصله ۱۵ روز آگهی می‌شود در صورتی که اشخاص نسبت به صدور سند مالکیت متقاضی اعتراضی داشته باشند می‌توانند از تاریخ انتشار اولین آگهی به مدت دو ماه اعتراض خود را به این اداره تسلیم و پس از اخذ رسید ظرف مدت یک ماه از تاریخ تسلیم اعتراض دادخواست خود را به مرجع قضایی تقدیم نمایند. بدیهی است در صورت انقضای مدت مذکور و عدم وصول اعتراض طبق مقررات سند مالکیت صادر خواهد شد.: [731, 569, 956, 647]
- notice-block: [731, 1178, 956, 1326]
- notice-office: رئیس اداره ثبت اسناد و املاک: [317, 505, 410, 512]
- notice-body: برابر رأی شماره ۱۴۰۵۶۰۳۰۶۰۲۵۰۰۰۰۰ مورخ ۱۴۰۵/۰۵/۲۰ هیأت اول موضوع قانون تعیین تکلیف وضعیت ثبتی اراضی و ساختمان‌های فاقد سند رسمی مستقر در واحد ثبتی حوزه ثبت ملک شهرری تصرفات مالکانه بلامعارض متقاضی نسبت به ششدانگ یک قطعه زمین با بنای احداثی در آن به مساحت مورد نظر مفروز و مجزی شده از پلاک فرعی از اصلی واقع در بخش ۱۲ تهران خریداری از مالک رسمی محرز گردیده است. لذا به منظور اطلاع عموم مراتب در دو نوبت به فاصله ۱۵ روز آگهی می‌شود در صورتی که اشخاص نسبت به صدور سند مالکیت متقاضی اعتراضی داشته باشند می‌توانند از تاریخ انتشار اولین آگهی به مدت دو ماه اعتراض خود را به این اداره تسلیم و پس از اخذ رسید ظرف مدت یک ماه از تاریخ تسلیم اعتراض دادخواست خود را به مرجع قضایی تقدیم نمایند. بدیهی است در صورت انقضای مدت مذکور و عدم وصول اعتراض طبق مقررات سند مالکیت صادر خواهد شد.: [491, 1359, 716, 1437]
- notice-divider: [491, 1167, 716, 1168]
- notice-signer: خالد خانه بیگی: [100, 937, 146, 944]
- notice-code: ۱۰۰۳: [251, 366, 264, 372]
- notice-code: ۱۰۲۷: [10, 1282, 23, 1288]
- notice-publication-dates: تاریخ انتشار نوبت اول: ۱۴۰۵/۰۶/۱۰ تاریخ انتشار نوبت دوم: ۱۴۰۵/۰۶/۲۵: [549, 1440, 716, 1446]
- notice-code: ۹۵۷: [731, 1156, 741, 1162]
- notice-body: برابر رأی شماره ۱۴۰۵۶۰۳۰۶۰۲۵۰۰۰۰۰ مورخ ۱۴۰۵/۰۵/۲۰ هیأت اول موضوع قانون تعیین تکلیف وضعیت ثبتی اراضی و ساختمان‌های فاقد سند رسمی مستقر در واحد ثبتی حوزه ثبت ملک شهرری تصرفات مالکانه بلامعارض متقاضی نسبت به ششدانگ یک قطعه زمین با بنای احداثی در آن به مساحت مورد نظر مفروز و مجزی شده از پلاک فرعی از اصلی واقع در بخش ۱۲ تهران خریداری از مالک رسمی محرز گردیده است. لذا به منظور اطلاع عموم مراتب در دو نوبت به فاصله ۱۵ روز آگهی می‌شود در صورتی که اشخاص نسبت به صدور سند مالکیت متقاضی اعتراضی داشته باشند می‌توانند از تاریخ انتشار اولین آگهی به مدت دو ماه اعتراض خود را به این اداره تسلیم و پس از اخذ رسید ظرف مدت یک ماه از تاریخ تسلیم اعتراض دادخواست خود را به مرجع قضایی تقدیم نمایند. بدیهی است در صورت انقضای مدت مذکور و عدم وصول اعتراض طبق مقررات سند مالکیت صادر خواهد شد.: [731, 1201, 956, 1279]
- notice-code: ۹۹۷: [491, 1314, 501, 1320]
- notice-publication-dates: تاریخ انتشار نوبت اول: ۱۴۰۵/۰۶/۱۰ تاریخ انتشار نوبت دوم: ۱۴۰۵/۰۶/۲۵: [789, 1124, 956, 1130]
- notice-divider: [731, 219, 956, 220]
- notice-signer: سیدمهدی لاهیجی: [576, 187, 631, 194]
- notice-signer: سعید ابراهیمی: [340, 789, 387, 796]
- notice-publication-dates: تاریخ انتشار نوبت اول: ۱۴۰۵/۰۶/۱۰ تاریخ انتشار نوبت دوم: ۱۴۰۵/۰۶/۲۵: [789, 808, 956, 814]
- notice-body: برابر رأی شماره ۱۴۰۵۶۰۳۰۶۰۲۵۰۰۰۰۰ مورخ ۱۴۰۵/۰۵/۲۰ هیأت اول موضوع قانون تعیین تکلیف وضعیت ثبتی اراضی و ساختمان‌های فاقد سند رسمی مستقر در واحد ثبتی حوزه ثبت ملک شهرری تصرفات مالکانه بلامعارض متقاضی نسبت به ششدانگ یک قطعه زمین با بنای احداثی در آن به مساحت مورد نظر مفروز و مجزی شده از پلاک فرعی از اصلی واقع در بخش ۱۲ تهران خریداری از مالک رسمی محرز گردیده است. لذا به منظور اطلاع عموم مراتب در دو نوبت به فاصله ۱۵ روز آگهی می‌شود در صورتی که اشخاص نسبت به صدور سند مالکیت متقاضی اعتراضی داشته باشند می‌توانند از تاریخ انتشار اولین آگهی به مدت دو ماه اعتراض خود را به این اداره تسلیم و پس از اخذ رسید ظرف مدت یک ماه از تاریخ تسلیم اعتراض دادخواست خود را به مرجع قضایی تقدیم نمایند. بدیهی است در صورت انقضای مدت مذکور و عدم وصول اعتراض طبق مقررات سند مالکیت صادر خواهد شد.: [10, 381, 236, 459]
- masthead-section-band: [332, 4, 596, 64]
- notice-signer: احمد کاشف: [105, 789, 141, 796]
- logo-text: رسالت: [240, 13, 340, 53]
- notice-publication-dates: تاریخ انتشار نوبت اول: ۱۴۰۵/۰۶/۱۰ تاریخ انتشار نوبت دوم: ۱۴۰۵/۰۶/۲۵: [309, 778, 476, 784]
- notice-title: آگهی موضوع ماده ۳ قانون و ماده ۱۳ آیین‌نامه قانون تعیین تکلیف وضعیت ثبتی اراضی و ساختمان‌های فاقد سند رسمی: [498, 704, 709, 723]
- notice-divider: [731, 535, 956, 536]
- notice-block: [491, 704, 716, 852]
- notice-code: ۹۸۱: [491, 208, 501, 214]
- notice-body: برابر رأی شماره ۱۴۰۵۶۰۳۰۶۰۲۵۰۰۰۰۰ مورخ ۱۴۰۵/۰۵/۲۰ هیأت اول موضوع قانون تعیین تکلیف وضعیت ثبتی اراضی و ساختمان‌های فاقد سند رسمی مستقر در واحد ثبتی حوزه ثبت ملک شهرری تصرفات مالکانه بلامعارض متقاضی نسبت به ششدانگ یک قطعه زمین با بنای احداثی در آن به مساحت مورد نظر مفروز و مجزی شده از پلاک فرعی از اصلی واقع در بخش ۱۲ تهران خریداری از مالک رسمی محرز گردیده است. لذا به منظور اطلاع عموم مراتب در دو نوبت به فاصله ۱۵ روز آگهی می‌شود در صورتی که اشخاص نسبت به صدور سند مالکیت متقاضی اعتراضی داشته باشند می‌توانند از تاریخ انتشار اولین آگهی به مدت دو ماه اعتراض خود را به این اداره تسلیم و پس از اخذ رسید ظرف مدت یک ماه از تاریخ تسلیم اعتراض دادخواست خود را به مرجع قضایی تقدیم نمایند. بدیهی است در صورت انقضای مدت مذکور و عدم وصول اعتراض طبق مقررات سند مالکیت صادر خواهد شد.: [491, 727, 716, 805]
- notice-divider: [10, 821, 236, 822]
- notice-body: برابر رأی شماره ۱۴۰۵۶۰۳۰۶۰۲۵۰۰۰۰۰ مورخ ۱۴۰۵/۰۵/۲۰ هیأت اول موضوع قانون تعیین تکلیف وضعیت ثبتی اراضی و ساختمان‌های فاقد سند رسمی مستقر در واحد ثبتی حوزه ثبت ملک شهرری تصرفات مالکانه بلامعارض متقاضی نسبت به ششدانگ یک قطعه زمین با بنای احداثی در آن به مساحت مورد نظر مفروز و مجزی شده از پلاک فرعی از اصلی واقع در بخش ۱۲ تهران خریداری از مالک رسمی محرز گردیده است. لذا به منظور اطلاع عموم مراتب در دو نوبت به فاصله ۱۵ روز آگهی می‌شود در صورتی که اشخاص نسبت به صدور سند مالکیت متقاضی اعتراضی داشته باشند می‌توانند از تاریخ انتشار اولین آگهی به مدت دو ماه اعتراض خود را به این اداره تسلیم و پس از اخذ رسید ظرف مدت یک ماه از تاریخ تسلیم اعتراض دادخواست خود را به مرجع قضایی تقدیم نمایند. بدیهی است در صورت انقضای مدت مذکور و عدم وصول اعتراض طبق مقررات سند مالکیت صادر خواهد شد.: [251, 1161, 476, 1239]
- notice-office: رئیس ثبت اسناد و املاک: [85, 643, 161, 650]
- notice-code: ۹۸۵: [491, 524, 501, 530]
- notice-title: آگهی فقدان سند مالکیت: [79, 368, 167, 377]
- notice-code: ۹۹۵: [491, 1156, 501, 1162]
- notice-block: [731, 388, 956, 536]
- notice-publication-dates: تاریخ انتشار نوبت اول: ۱۴۰۵/۰۶/۱۰ تاریخ انتشار نوبت دوم: ۱۴۰۵/۰۶/۲۵: [789, 492, 956, 498]
- notice-publication-dates: تاریخ انتشار نوبت اول: ۱۴۰۵/۰۶/۱۰ تاریخ انتشار نوبت دوم: ۱۴۰۵/۰۶/۲۵: [309, 334, 476, 340]
- notice-signer: حسن صالحی: [343, 1253, 384, 1260]
- notice-office: رئیس اداره ثبت اسناد و املاک شهرستان اندیمشک: [287, 199, 440, 206]
- notice-divider: [10, 969, 236, 970]
- notice-block: [10, 516, 236, 664]
- notice-office: رئیس اداره ثبت اسناد و املاک شهرستان قروه: [293, 801, 434, 808]
- notice-title: آگهی موضوع ماده ۳ قانون و ماده ۱۳ آیین‌نامه قانون تعیین تکلیف وضعیت ثبتی اراضی و ساختمان‌های فاقد سند رسمی: [738, 388, 949, 407]
- notice-publication-dates: تاریخ انتشار نوبت اول: ۱۴۰۵/۰۶/۱۰ تاریخ انتشار نوبت دوم: ۱۴۰۵/۰۶/۲۵: [789, 1282, 956, 1288]
- notice-code: ۹۶۵: [731, 840, 741, 846]
- notice-block: [251, 980, 476, 1128]
- notice-code: ۱۰۲۵: [10, 958, 23, 964]
- notice-divider: [731, 851, 956, 852]
- notice-block: [251, 1138, 476, 1286]
- notice-office: رئیس ثبت اسناد و املاک شهرری: [793, 357, 894, 364]
- notice-body: برابر رأی شماره ۱۴۰۵۶۰۳۰۶۰۲۵۰۰۰۰۰ مورخ ۱۴۰۵/۰۵/۲۰ هیأت اول موضوع قانون تعیین تکلیف وضعیت ثبتی اراضی و ساختمان‌های فاقد سند رسمی مستقر در واحد ثبتی حوزه ثبت ملک شهرری تصرفات مالکانه بلامعارض متقاضی نسبت به ششدانگ یک قطعه زمین با بنای احداثی در آن به مساحت مورد نظر مفروز و مجزی شده از پلاک فرعی از اصلی واقع در بخش ۱۲ تهران خریداری از مالک رسمی محرز گردیده است. لذا به منظور اطلاع عموم مراتب در دو نوبت به فاصله ۱۵ روز آگهی می‌شود در صورتی که اشخاص نسبت به صدور سند مالکیت متقاضی اعتراضی داشته باشند می‌توانند از تاریخ انتشار اولین آگهی به مدت دو ماه اعتراض خود را به این اداره تسلیم و پس از اخذ رسید ظرف مدت یک ماه از تاریخ تسلیم اعتراض دادخواست خود را به مرجع قضایی تقدیم نمایند. بدیهی است در صورت انقضای مدت مذکور و عدم وصول اعتراض طبق مقررات سند مالکیت صادر خواهد شد.: [10, 845, 236, 923]
- notice-office: مدیر واحد ثبتی حوزه ثبت ملک نورسیکان: [541, 1305, 666, 1312]
